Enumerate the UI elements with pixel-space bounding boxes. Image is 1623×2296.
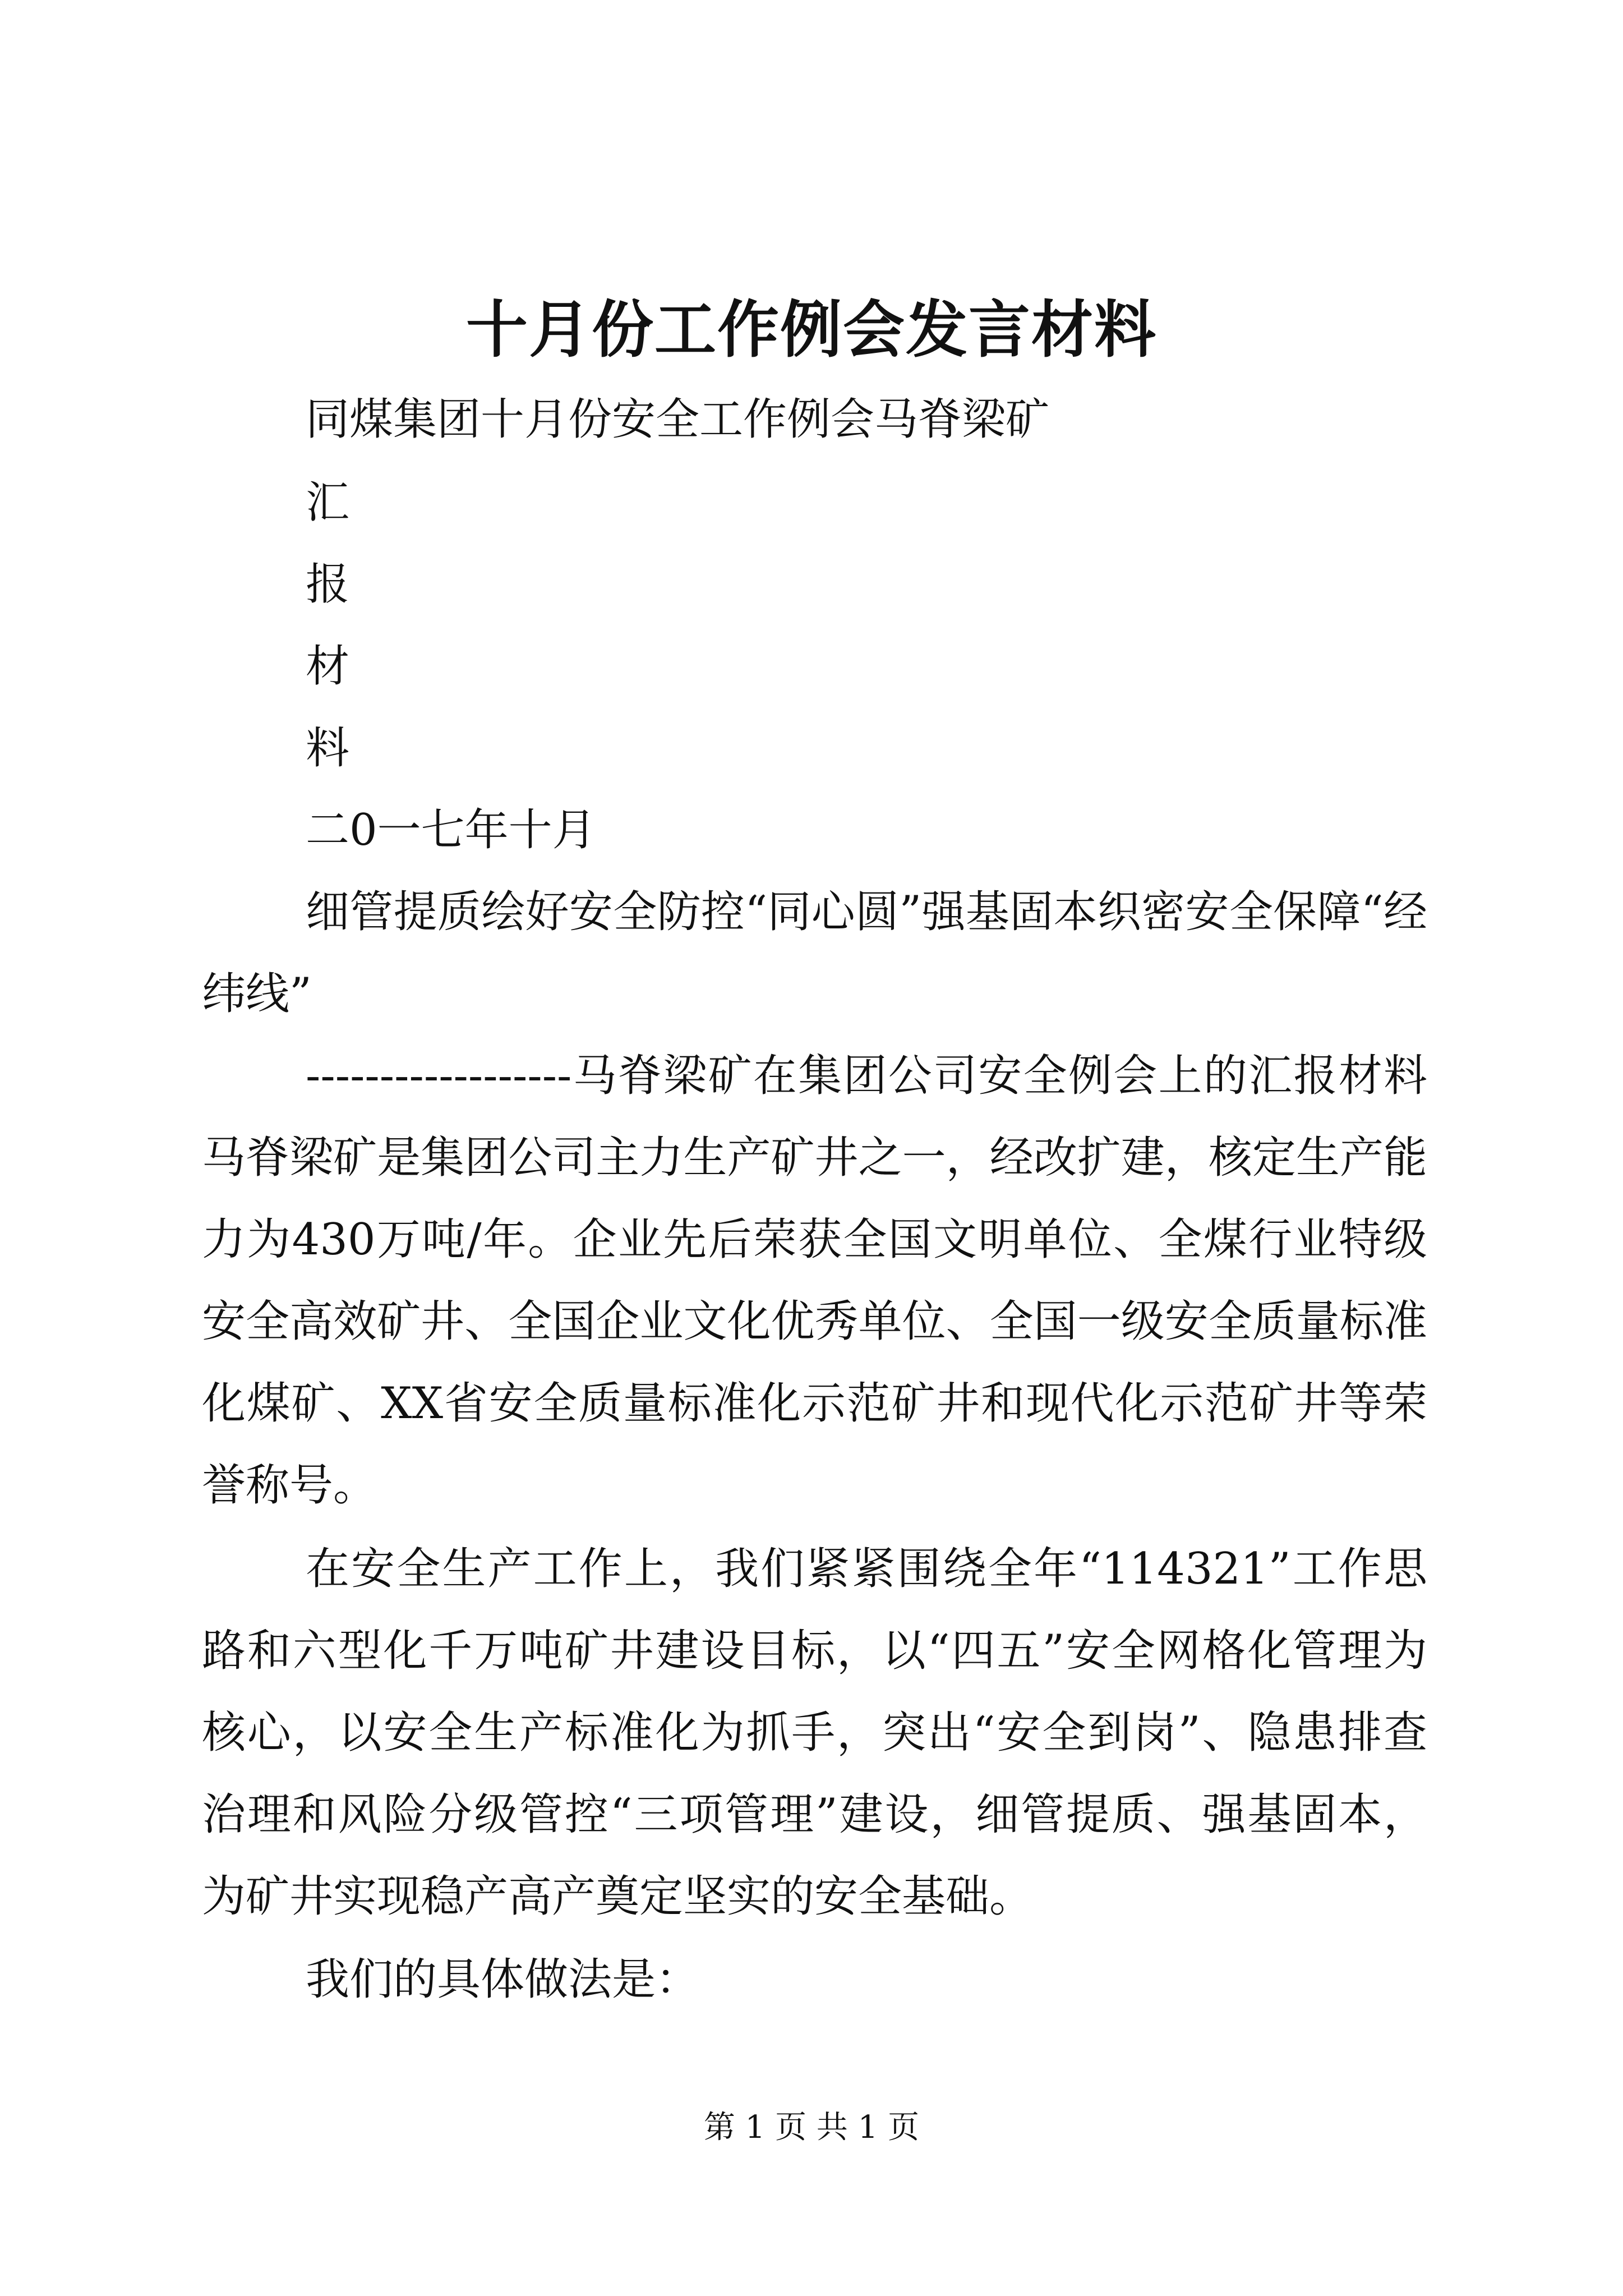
- paragraph-methods: 我们的具体做法是：: [306, 1954, 700, 2005]
- page-footer: 第 1 页 共 1 页: [703, 2109, 920, 2146]
- paragraph-subtitle: 细管提质绘好安全防控“同心圆”强基固本织密安全保障“经纬线”: [202, 887, 1427, 1019]
- vertical-char: 报: [306, 559, 350, 610]
- vertical-char: 料: [306, 723, 350, 774]
- paragraph-approach: 在安全生产工作上，我们紧紧围绕全年“114321”工作思路和六型化千万吨矿井建设目标，以“四五”安全网格化管理为核心，以安全生产标准化为抓手，突出“安全到岗”、隐患排查治理和风险分级管控“三项管理”建设，细管提质、强基固本，为矿井实现稳产高产奠定坚实的安全基础。: [202, 1544, 1427, 1922]
- paragraph-intro: ------------------马脊梁矿在集团公司安全例会上的汇报材料马脊梁矿是集团公司主力生产矿井之一，经改扩建，核定生产能力为430万吨/年。企业先后荣获全国文明单位、全煤行业特级安全高效矿井、全国企业文化优秀单位、全国一级安全质量标准化煤矿、XX省安全质量标准化示范矿井和现代化示范矿井等荣誉称号。: [202, 1051, 1427, 1511]
- heading-line: 同煤集团十月份安全工作例会马脊梁矿: [306, 394, 1050, 445]
- date-line: 二0一七年十月: [306, 805, 596, 855]
- vertical-char: 汇: [306, 477, 350, 528]
- vertical-char: 材: [306, 641, 350, 692]
- document-title: 十月份工作例会发言材料: [466, 293, 1157, 366]
